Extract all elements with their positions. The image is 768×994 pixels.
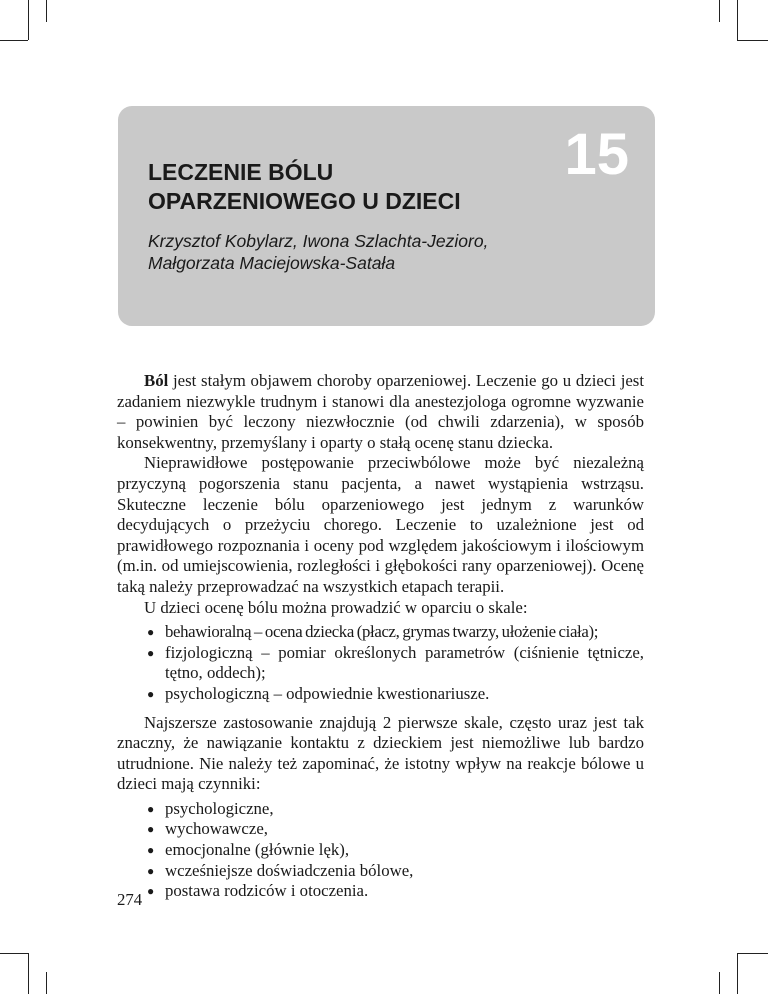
chapter-header bbox=[118, 106, 655, 326]
bullet-icon: ● bbox=[147, 645, 155, 660]
chapter-number: 15 bbox=[564, 122, 629, 187]
crop-mark bbox=[737, 0, 738, 40]
paragraph bbox=[117, 371, 644, 453]
list-item bbox=[147, 622, 644, 643]
list-item bbox=[147, 819, 644, 840]
crop-mark bbox=[28, 0, 29, 40]
crop-mark bbox=[737, 40, 768, 41]
chapter-body bbox=[117, 371, 644, 902]
list-item bbox=[147, 881, 644, 902]
list-item bbox=[147, 861, 644, 882]
authors-line: Małgorzata Maciejowska-Satała bbox=[148, 253, 396, 273]
chapter-title-line: OPARZENIOWEGO U DZIECI bbox=[148, 188, 461, 214]
list-item-text: wychowawcze, bbox=[165, 819, 268, 839]
bullet-icon: ● bbox=[147, 625, 154, 640]
bullet-icon: ● bbox=[147, 801, 155, 816]
crop-mark bbox=[737, 953, 738, 994]
list-item bbox=[147, 840, 644, 861]
bullet-icon: ● bbox=[147, 822, 155, 837]
crop-mark bbox=[46, 972, 47, 994]
bullet-icon: ● bbox=[147, 843, 155, 858]
crop-mark bbox=[28, 953, 29, 994]
bullet-icon: ● bbox=[147, 884, 155, 899]
paragraph: U dzieci ocenę bólu można prowadzić w oparciu o skale: bbox=[144, 597, 528, 617]
authors-line: Krzysztof Kobylarz, Iwona Szlachta-Jezioro, bbox=[148, 231, 489, 251]
crop-mark bbox=[737, 953, 768, 954]
page-number: 274 bbox=[117, 890, 143, 909]
list-item-text: postawa rodziców i otoczenia. bbox=[165, 881, 369, 901]
pain-factors-list bbox=[117, 799, 644, 902]
bullet-icon: ● bbox=[147, 686, 155, 701]
crop-mark bbox=[46, 0, 47, 22]
list-item-text: wcześniejsze doświadczenia bólowe, bbox=[165, 860, 414, 880]
bold-term: Ból bbox=[144, 371, 169, 390]
paragraph: Nieprawidłowe postępowanie przeciwbólowe może być niezależną przyczyną pogorszenia stanu pacjenta, a nawet wystąpienia wstrząsu. Skuteczne leczenie bólu oparzeniowego jest jednym z warunków decydujących o przeżyciu chorego. Leczenie to uzależnione jest od prawidłowego rozpoznania i oceny pod względem jakościowym i ilościowym (m.in. od umiejscowienia, rozległości i głębokości rany oparzeniowej). Ocenę taką należy przeprowadzać na wszystkich etapach terapii. bbox=[117, 453, 644, 596]
paragraph-text: jest stałym objawem choroby oparzeniowej. Leczenie go u dzieci jest zadaniem niezwykle trudnym i stanowi dla anestezjologa ogromne wyzwanie – powinien być leczony niezwłocznie (od chwili zdarzenia), w sposób konsekwentny, przemyślany i oparty o stałą ocenę stanu dziecka. bbox=[117, 371, 644, 452]
crop-mark bbox=[719, 972, 720, 994]
list-item-text: behawioralną – ocena dziecka (płacz, grymas twarzy, ułożenie ciała); bbox=[165, 622, 599, 642]
pain-scales-list bbox=[117, 622, 644, 704]
list-item-text: psychologiczną – odpowiednie kwestionariusze. bbox=[165, 683, 490, 703]
list-item-text: emocjonalne (głównie lęk), bbox=[165, 840, 350, 860]
list-item bbox=[147, 643, 644, 684]
chapter-title bbox=[148, 158, 461, 216]
list-item-text: fizjologiczną – pomiar określonych parametrów (ciśnienie tętnicze, tętno, oddech); bbox=[165, 642, 644, 683]
paragraph: Najszersze zastosowanie znajdują 2 pierwsze skale, często uraz jest tak znaczny, że nawiązanie kontaktu z dzieckiem jest niemożliwe lub bardzo utrudnione. Nie należy też zapominać, że istotny wpływ na reakcje bólowe u dzieci mają czynniki: bbox=[117, 712, 644, 794]
chapter-authors bbox=[148, 230, 488, 274]
list-item-text: psychologiczne, bbox=[165, 798, 274, 818]
list-item bbox=[147, 684, 644, 705]
crop-mark bbox=[0, 40, 28, 41]
crop-mark bbox=[719, 0, 720, 22]
crop-mark bbox=[0, 953, 28, 954]
chapter-title-line: LECZENIE BÓLU bbox=[148, 159, 334, 185]
bullet-icon: ● bbox=[147, 863, 155, 878]
list-item bbox=[147, 799, 644, 820]
